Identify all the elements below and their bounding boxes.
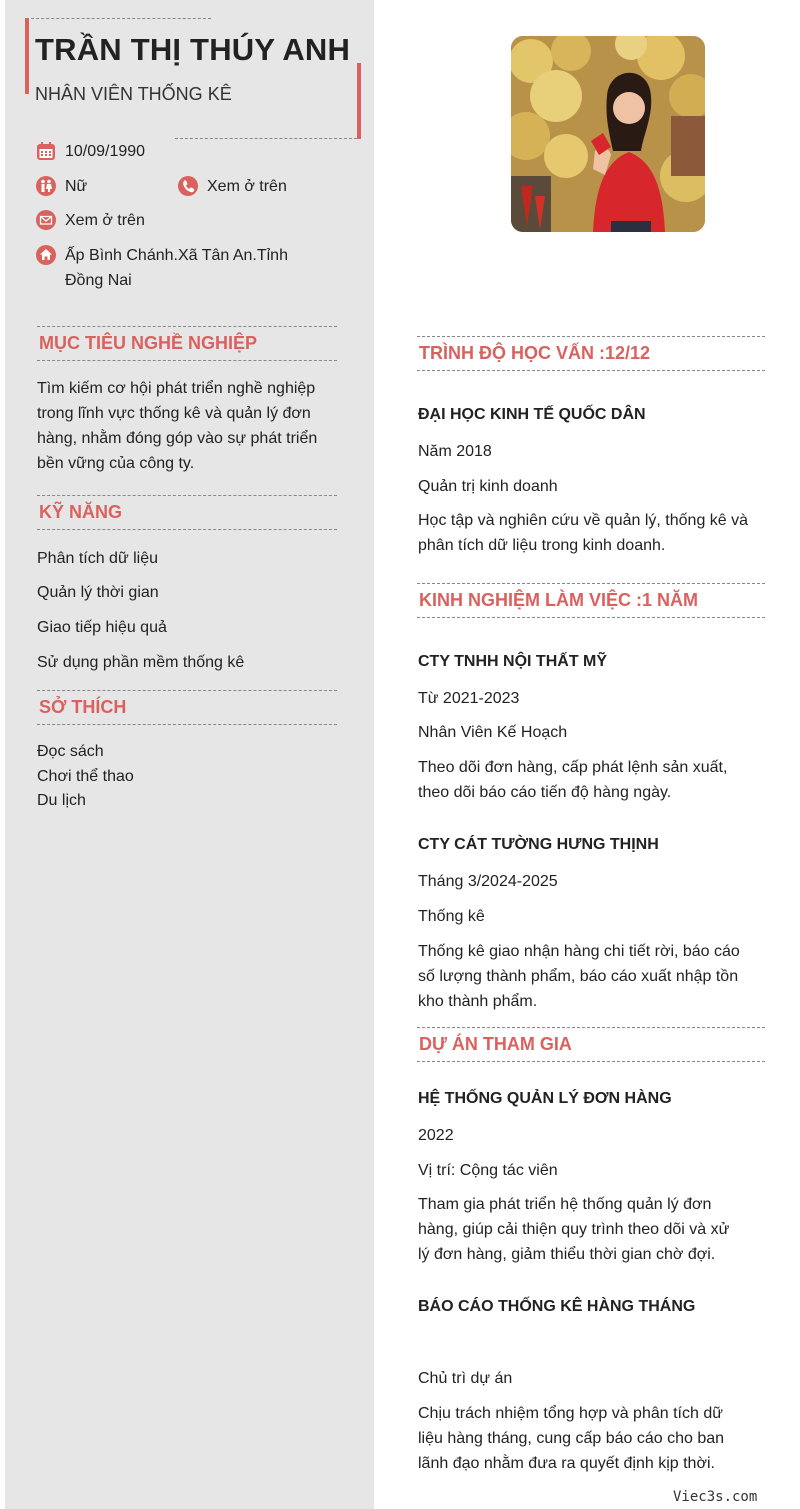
phone-icon (178, 176, 198, 196)
hobbies-list (37, 740, 134, 814)
project-desc-line: lý đơn hàng, giảm thiểu thời gian chờ đợi. (418, 1246, 716, 1263)
address-line-1: Ấp Bình Chánh.Xã Tân An.Tỉnh (65, 247, 288, 264)
project-desc-line: lãnh đạo nhằm đưa ra quyết định kịp thời. (418, 1455, 715, 1472)
objective-line: bền vững của công ty. (37, 455, 195, 472)
education-major: Quản trị kinh doanh (418, 478, 558, 495)
job-description (418, 939, 740, 1014)
projects-heading (417, 1027, 765, 1062)
job-desc-line: Thống kê giao nhận hàng chi tiết rời, báo cáo (418, 943, 740, 960)
mail-icon (36, 210, 56, 230)
job-company: CTY TNHH NỘI THẤT MỸ (418, 653, 608, 670)
project-year: 2022 (418, 1127, 454, 1144)
project-role: Vị trí: Cộng tác viên (418, 1162, 558, 1179)
objective-line: trong lĩnh vực thống kê và quản lý đơn (37, 405, 311, 422)
hobbies-title: SỞ THÍCH (39, 697, 127, 717)
education-year: Năm 2018 (418, 443, 492, 460)
job-period: Từ 2021-2023 (418, 690, 520, 707)
skill-item: Phân tích dữ liệu (37, 550, 159, 567)
full-name: TRẦN THỊ THÚY ANH (35, 32, 351, 67)
education-desc-line: Học tập và nghiên cứu về quản lý, thống kê và (418, 512, 749, 529)
job-desc-line: kho thành phẩm. (418, 993, 538, 1010)
projects-title: DỰ ÁN THAM GIA (419, 1034, 572, 1054)
project-desc-line: Chịu trách nhiệm tổng hợp và phân tích dữ (418, 1405, 723, 1422)
skills-title: KỸ NĂNG (39, 502, 123, 522)
job-title: NHÂN VIÊN THỐNG KÊ (35, 84, 232, 104)
education-heading (417, 336, 765, 371)
experience-title: KINH NGHIỆM LÀM VIỆC :1 NĂM (419, 590, 698, 610)
education-description (418, 508, 748, 558)
objective-heading (37, 326, 337, 361)
job-description (418, 755, 727, 805)
calendar-icon (36, 141, 56, 161)
experience-heading (417, 583, 765, 618)
education-school: ĐẠI HỌC KINH TẾ QUỐC DÂN (418, 406, 646, 423)
hobby-item: Chơi thể thao (37, 767, 134, 785)
profile-photo (511, 36, 705, 232)
skill-item: Giao tiếp hiệu quả (37, 619, 167, 636)
birthday-row (65, 139, 145, 164)
home-icon (36, 245, 56, 265)
job-company: CTY CÁT TƯỜNG HƯNG THỊNH (418, 836, 659, 853)
project-desc-line: Tham gia phát triển hệ thống quản lý đơn (418, 1196, 712, 1213)
skills-heading (37, 495, 337, 530)
objective-line: Tìm kiếm cơ hội phát triển nghề nghiệp (37, 380, 316, 397)
email-value: Xem ở trên (65, 212, 145, 229)
project-desc-line: hàng, giúp cải thiện quy trình theo dõi và xử (418, 1221, 730, 1238)
accent-bar (25, 18, 29, 94)
hobby-item: Du lịch (37, 792, 86, 809)
skill-item: Sử dụng phần mềm thống kê (37, 654, 245, 671)
email-row (65, 208, 145, 233)
skill-item: Quản lý thời gian (37, 584, 159, 601)
watermark: Viec3s.com (673, 1489, 758, 1505)
objective-text (37, 376, 317, 476)
address-row (65, 243, 288, 293)
phone-row (207, 174, 287, 199)
job-position: Nhân Viên Kế Hoạch (418, 724, 568, 741)
job-desc-line: theo dõi báo cáo tiến độ hàng ngày. (418, 784, 672, 801)
job-desc-line: số lượng thành phẩm, báo cáo xuất nhập tồn (418, 968, 739, 985)
accent-bar (357, 63, 361, 139)
gender-value: Nữ (65, 178, 88, 195)
gender-row (65, 174, 87, 199)
project-description (418, 1401, 724, 1476)
objective-title: MỤC TIÊU NGHỀ NGHIỆP (39, 333, 258, 353)
hobby-item: Đọc sách (37, 743, 104, 760)
project-role: Chủ trì dự án (418, 1370, 513, 1387)
project-desc-line: liệu hàng tháng, cung cấp báo cáo cho ban (418, 1430, 725, 1447)
project-description (418, 1192, 729, 1267)
job-position: Thống kê (418, 908, 485, 925)
objective-line: hàng, nhằm đóng góp vào sự phát triển (37, 430, 318, 447)
birthday-value: 10/09/1990 (65, 143, 146, 160)
phone-value: Xem ở trên (207, 178, 287, 195)
address-line-2: Đồng Nai (65, 272, 132, 289)
divider (175, 138, 357, 139)
education-title: TRÌNH ĐỘ HỌC VẤN :12/12 (419, 343, 651, 363)
gender-icon (36, 176, 56, 196)
profile-photo-image (511, 36, 705, 232)
job-period: Tháng 3/2024-2025 (418, 873, 558, 890)
project-name: BÁO CÁO THỐNG KÊ HÀNG THÁNG (418, 1298, 696, 1315)
divider (31, 18, 211, 19)
name-block (25, 18, 362, 139)
hobbies-heading (37, 690, 337, 725)
education-desc-line: phân tích dữ liệu trong kinh doanh. (418, 537, 666, 554)
job-desc-line: Theo dõi đơn hàng, cấp phát lệnh sản xuất, (418, 759, 728, 776)
project-name: HỆ THỐNG QUẢN LÝ ĐƠN HÀNG (418, 1090, 672, 1107)
